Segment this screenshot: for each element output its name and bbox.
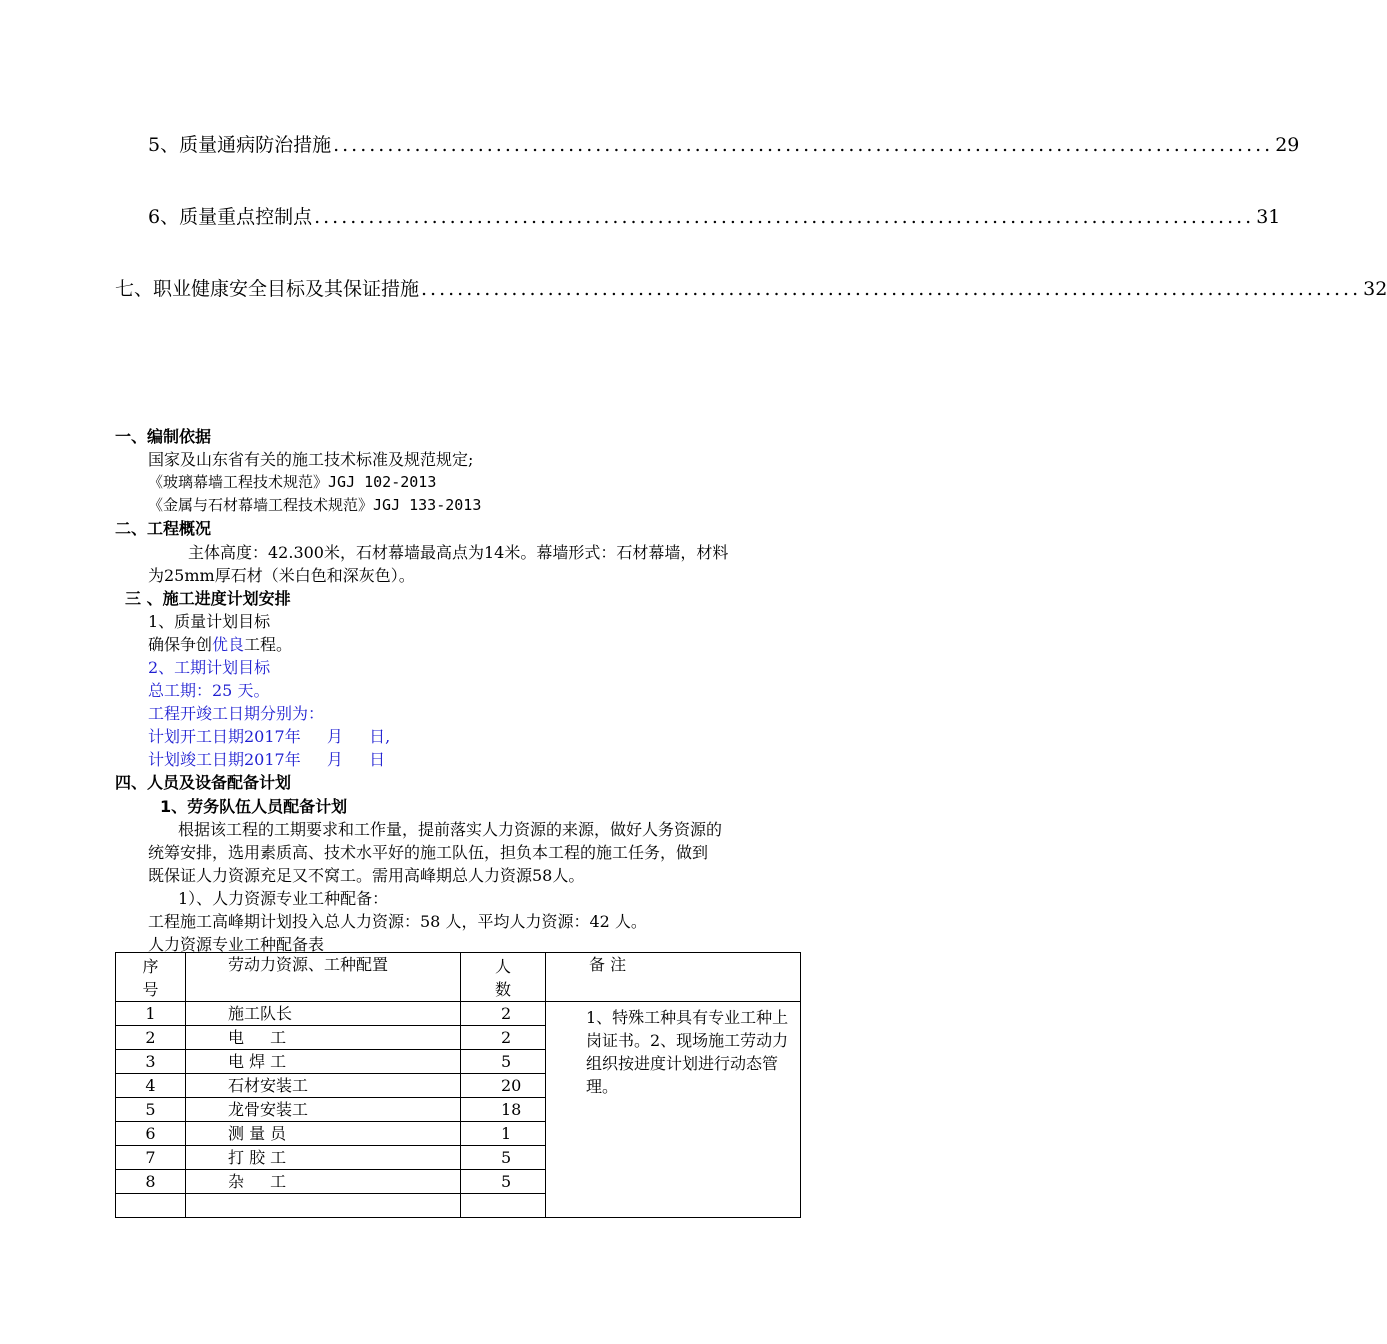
text-line: 主体高度：42.300米，石材幕墙最高点为14米。幕墙形式：石材幕墙，材料 xyxy=(188,543,729,562)
cell-count: 5 xyxy=(461,1170,546,1194)
text-line: 为25mm厚石材（米白色和深灰色）。 xyxy=(148,566,415,585)
header-count: 人数 xyxy=(461,953,546,1002)
cell-empty xyxy=(116,1194,186,1218)
toc-leader: ........................................................................................................ xyxy=(314,206,1255,228)
text-line: 计划竣工日期2017年 月 日 xyxy=(148,750,386,769)
cell-type: 石材安装工 xyxy=(186,1074,461,1098)
text-fragment: 工程。 xyxy=(244,635,293,654)
cell-type: 施工队长 xyxy=(186,1002,461,1026)
toc-page: 31 xyxy=(1256,206,1281,228)
text-line: 《金属与石材幕墙工程技术规范》JGJ 133-2013 xyxy=(148,496,482,514)
text-line: 工程开竣工日期分别为： xyxy=(148,704,325,723)
header-type: 劳动力资源、工种配置 xyxy=(186,953,461,1002)
header-note: 备 注 xyxy=(546,953,801,1002)
toc-entry[interactable] xyxy=(115,274,1387,301)
highlight-text: 优良 xyxy=(212,635,245,654)
cell-seq: 5 xyxy=(116,1098,186,1122)
cell-count: 1 xyxy=(461,1122,546,1146)
text-line: 《玻璃幕墙工程技术规范》JGJ 102-2013 xyxy=(148,473,437,491)
cell-count: 20 xyxy=(461,1074,546,1098)
toc-leader: ........................................................................................................ xyxy=(421,278,1362,300)
toc-page: 29 xyxy=(1275,134,1300,156)
toc-label: 6、质量重点控制点 xyxy=(148,206,313,228)
text-line: 1、质量计划目标 xyxy=(148,612,271,631)
cell-count: 18 xyxy=(461,1098,546,1122)
section-heading: 四、人员及设备配备计划 xyxy=(115,773,292,792)
cell-seq: 7 xyxy=(116,1146,186,1170)
text-line: 计划开工日期2017年 月 日, xyxy=(148,727,391,746)
text-line xyxy=(148,632,292,655)
header-seq: 序号 xyxy=(116,953,186,1002)
toc-entry[interactable] xyxy=(148,202,1281,229)
section-heading: 一、编制依据 xyxy=(115,427,212,446)
subsection-heading: 1、劳务队伍人员配备计划 xyxy=(160,797,348,816)
toc-page: 32 xyxy=(1363,278,1387,300)
cell-type: 电 焊 工 xyxy=(186,1050,461,1074)
text-line: 1）、人力资源专业工种配备： xyxy=(178,889,389,908)
cell-type: 打 胶 工 xyxy=(186,1146,461,1170)
cell-empty xyxy=(461,1194,546,1218)
table-row xyxy=(116,1002,801,1026)
text-line: 国家及山东省有关的施工技术标准及规范规定; xyxy=(148,450,474,469)
text-fragment: 确保争创 xyxy=(148,635,213,654)
cell-seq: 6 xyxy=(116,1122,186,1146)
cell-count: 2 xyxy=(461,1026,546,1050)
toc-label: 七、职业健康安全目标及其保证措施 xyxy=(115,278,420,300)
cell-count: 5 xyxy=(461,1146,546,1170)
staff-table xyxy=(115,952,801,1218)
toc-leader: ........................................................................................................ xyxy=(333,134,1274,156)
section-heading: 三 、施工进度计划安排 xyxy=(125,589,291,608)
cell-seq: 2 xyxy=(116,1026,186,1050)
cell-type: 龙骨安装工 xyxy=(186,1098,461,1122)
cell-type: 杂 工 xyxy=(186,1170,461,1194)
cell-count: 5 xyxy=(461,1050,546,1074)
text-line: 工程施工高峰期计划投入总人力资源：58 人，平均人力资源：42 人。 xyxy=(148,912,647,931)
table-header-row xyxy=(116,953,801,1002)
cell-count: 2 xyxy=(461,1002,546,1026)
cell-seq: 1 xyxy=(116,1002,186,1026)
toc-entry[interactable] xyxy=(148,130,1300,157)
cell-type: 测 量 员 xyxy=(186,1122,461,1146)
section-heading: 二、工程概况 xyxy=(115,519,212,538)
table-title: 人力资源专业工种配备表 xyxy=(148,935,325,954)
text-line: 统筹安排，选用素质高、技术水平好的施工队伍，担负本工程的施工任务，做到 xyxy=(148,843,709,862)
text-line: 既保证人力资源充足又不窝工。需用高峰期总人力资源58人。 xyxy=(148,866,585,885)
cell-note: 1、特殊工种具有专业工种上岗证书。2、现场施工劳动力组织按进度计划进行动态管理。 xyxy=(546,1002,801,1218)
text-line: 2、工期计划目标 xyxy=(148,658,271,677)
cell-empty xyxy=(186,1194,461,1218)
text-line: 根据该工程的工期要求和工作量，提前落实人力资源的来源，做好人务资源的 xyxy=(178,820,723,839)
cell-seq: 8 xyxy=(116,1170,186,1194)
text-line: 总工期：25 天。 xyxy=(148,681,270,700)
toc-label: 5、质量通病防治措施 xyxy=(148,134,332,156)
cell-type: 电 工 xyxy=(186,1026,461,1050)
cell-seq: 4 xyxy=(116,1074,186,1098)
cell-seq: 3 xyxy=(116,1050,186,1074)
